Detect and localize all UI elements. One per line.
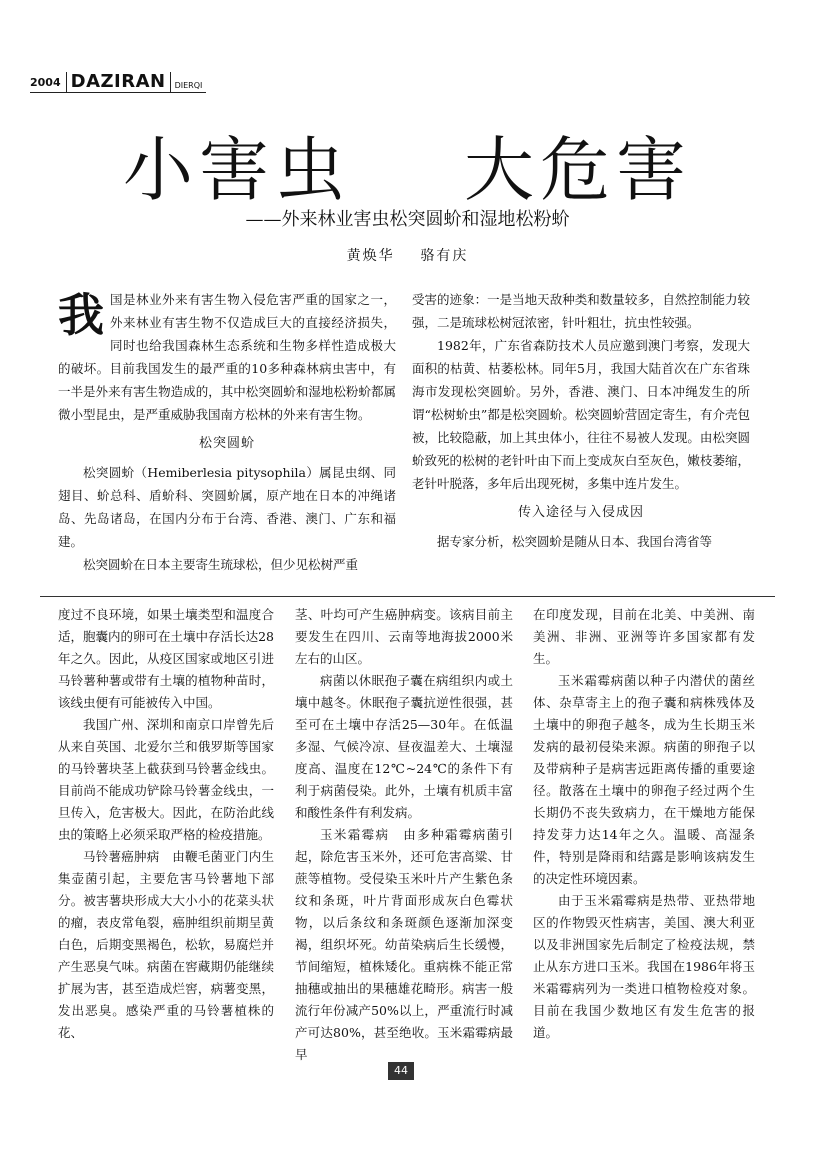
- article-authors: 黄焕华 骆有庆: [346, 248, 469, 264]
- paragraph: 受害的迹象：一是当地天敌种类和数量较多，自然控制能力较强，二是琉球松树冠浓密，针叶粗壮，抗虫性较强。: [412, 292, 750, 330]
- column-3: [533, 604, 755, 1044]
- paragraph: 度过不良环境，如果土壤类型和温度合适，胞囊内的卵可在土壤中存活长达28年之久。因此，从疫区国家或地区引进马铃薯种薯或带有土壤的植物种苗时，该线虫便有可能被传入中国。: [58, 607, 274, 710]
- intro-right-column: [412, 288, 750, 553]
- paragraph: 由于玉米霜霉病是热带、亚热带地区的作物毁灭性病害，美国、澳大利亚以及非洲国家先后制定了检疫法规，禁止从东方进口玉米。我国在1986年将玉米霜霉病列为一类进口植物检疫对象。目前在我国少数地区有发生危害的报道。: [533, 893, 755, 1040]
- intro-left-column: [58, 288, 396, 576]
- header-magazine: DAZIRAN: [66, 72, 171, 92]
- article-title: 小害虫 大危害: [122, 129, 692, 211]
- section-heading: 松突圆蚧: [198, 436, 255, 451]
- drop-cap: 我: [58, 288, 104, 342]
- paragraph: 玉米霜霉病 由多种霜霉病菌引起，除危害玉米外，还可危害高粱、甘蔗等植物。受侵染玉米叶片产生紫色条纹和条斑，叶片背面形成灰白色霉状物，以后条纹和条斑颜色逐渐加深变褐，组织坏死。幼苗染病后生长缓慢，节间缩短，植株矮化。重病株不能正常抽穗或抽出的果穗雄花畸形。病害一般流行年份减产50%以上，严重流行时减产可达80%，甚至绝收。玉米霜霉病最早: [295, 827, 513, 1062]
- paragraph: 据专家分析，松突圆蚧是随从日本、我国台湾省等: [437, 534, 713, 549]
- magazine-header: [30, 66, 206, 93]
- header-year: 2004: [30, 76, 61, 89]
- paragraph: 在印度发现，目前在北美、中美洲、南美洲、非洲、亚洲等许多国家都有发生。: [533, 607, 755, 666]
- intro-paragraph: [58, 288, 396, 426]
- intro-p1: 国是林业外来有害生物入侵危害严重的国家之一，外来林业有害生物不仅造成巨大的直接经济损失，同时也给我国森林生态系统和生物多样性造成极大的破坏。目前我国发生的最严重的10多种森林病虫害中，有一半是外来有害生物造成的，其中松突圆蚧和湿地松粉蚧都属微小型昆虫，是严重威胁我国南方松林的外来有害生物。: [58, 292, 396, 422]
- section-heading: 传入途径与入侵成因: [517, 505, 644, 520]
- column-1: [58, 604, 274, 1044]
- column-2: [295, 604, 513, 1066]
- page-number: 44: [388, 1062, 414, 1080]
- paragraph: 茎、叶均可产生癌肿病变。该病目前主要发生在四川、云南等地海拔2000米左右的山区。: [295, 607, 513, 666]
- paragraph: 松突圆蚧（Hemiberlesia pitysophila）属昆虫纲、同翅目、蚧总科、盾蚧科、突圆蚧属，原产地在日本的冲绳诸岛、先岛诸岛，在国内分布于台湾、香港、澳门、广东和福建。: [58, 465, 396, 549]
- section-divider: [40, 596, 775, 597]
- header-sub: DIERQI: [174, 81, 203, 90]
- paragraph: 松突圆蚧在日本主要寄生琉球松，但少见松树严重: [83, 557, 359, 572]
- paragraph: 马铃薯癌肿病 由鞭毛菌亚门内生集壶菌引起，主要危害马铃薯地下部分。被害薯块形成大大小小的花菜头状的瘤，表皮常龟裂，癌肿组织前期呈黄白色，后期变黑褐色，松软，易腐烂并产生恶臭气味。病菌在窖藏期仍能继续扩展为害，甚至造成烂窖，病薯变黑，发出恶臭。感染严重的马铃薯植株的花、: [58, 849, 274, 1040]
- article-subtitle: ——外来林业害虫松突圆蚧和湿地松粉蚧: [245, 209, 570, 230]
- paragraph: 我国广州、深圳和南京口岸曾先后从来自英国、北爱尔兰和俄罗斯等国家的马铃薯块茎上截获到马铃薯金线虫。目前尚不能成功铲除马铃薯金线虫，一旦传入，危害极大。因此，在防治此线虫的策略上必须采取严格的检疫措施。: [58, 717, 274, 842]
- paragraph: 病菌以休眠孢子囊在病组织内或土壤中越冬。休眠孢子囊抗逆性很强，甚至可在土壤中存活25—30年。在低温多湿、气候冷凉、昼夜温差大、土壤湿度高、温度在12℃~24℃的条件下有利于病菌侵染。此外，土壤有机质丰富和酸性条件有利发病。: [295, 673, 513, 820]
- paragraph: 1982年，广东省森防技术人员应邀到澳门考察，发现大面积的枯黄、枯萎松林。同年5月，我国大陆首次在广东省珠海市发现松突圆蚧。另外，香港、澳门、日本冲绳发生的所谓“松树蚧虫”都是松突圆蚧。松突圆蚧营固定寄生，有介壳包被，比较隐蔽，加上其虫体小，往往不易被人发现。由松突圆蚧致死的松树的老针叶由下而上变成灰白至灰色，嫩枝萎缩，老针叶脱落，多年后出现死树，多集中连片发生。: [412, 338, 750, 491]
- paragraph: 玉米霜霉病菌以种子内潜伏的菌丝体、杂草寄主上的孢子囊和病株残体及土壤中的卵孢子越冬，成为生长期玉米发病的最初侵染来源。病菌的卵孢子以及带病种子是病害远距离传播的重要途径。散落在土壤中的卵孢子经过两个生长期仍不丧失致病力，在干燥地方能保持发芽力达14年之久。温暖、高湿条件，特别是降雨和结露是影响该病发生的决定性环境因素。: [533, 673, 755, 886]
